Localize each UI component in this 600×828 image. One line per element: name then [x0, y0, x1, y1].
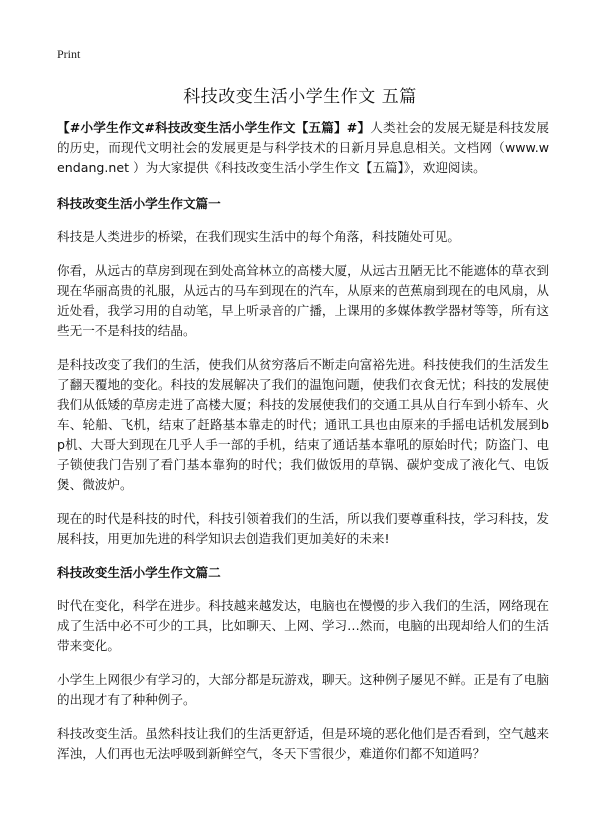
section-2-paragraph-2: 小学生上网很少有学习的，大部分都是玩游戏，聊天。这种例子屡见不鲜。正是有了电脑的出现才有了种种例子。 [57, 672, 549, 707]
section-heading-2: 科技改变生活小学生作文篇二 [57, 565, 221, 580]
print-label: Print [57, 47, 81, 61]
section-2-paragraph-1: 时代在变化，科学在进步。科技越来越发达，电脑也在慢慢的步入我们的生活，网络现在成了生活中必不可少的工具，比如聊天、上网、学习…然而，电脑的出现却给人们的生活带来变化。 [57, 598, 549, 653]
section-heading-1: 科技改变生活小学生作文篇一 [57, 196, 221, 211]
page-title: 科技改变生活小学生作文 五篇 [183, 87, 417, 107]
section-1-paragraph-2: 你看，从远古的草房到现在到处高耸林立的高楼大厦，从远古丑陋无比不能遮体的草衣到现在华丽高贵的礼服，从远古的马车到现在的汽车，从原来的芭蕉扇到现在的电风扇，从近处看，我学习用的自动笔，早上听录音的广播，上课用的多媒体教学器材等等，所有这些无一不是科技的结晶。 [57, 263, 549, 338]
section-2-paragraph-3: 科技改变生活。虽然科技让我们的生活更舒适，但是环境的恶化他们是否看到，空气越来浑浊，人们再也无法呼吸到新鲜空气，冬天下雪很少，难道你们都不知道吗？ [57, 726, 549, 761]
intro-text: 人类社会的发展无疑是科技发展的历史，而现代文明社会的发展更是与科学技术的日新月异息息相关。文档网（www.wendang.net ）为大家提供《科技改变生活小学生作文【五篇】》，欢迎阅读。 [57, 120, 549, 175]
intro-paragraph [57, 118, 549, 178]
intro-tags: 【#小学生作文#科技改变生活小学生作文【五篇】#】 [57, 120, 371, 135]
article-body [57, 118, 549, 778]
section-1-paragraph-4: 现在的时代是科技的时代，科技引领着我们的生活，所以我们要尊重科技，学习科技，发展科技，用更加先进的科学知识去创造我们更加美好的未来! [57, 511, 549, 546]
section-1-paragraph-1: 科技是人类进步的桥梁，在我们现实生活中的每个角落，科技随处可见。 [57, 229, 460, 244]
section-1-paragraph-3: 是科技改变了我们的生活，使我们从贫穷落后不断走向富裕先进。科技使我们的生活发生了翻天覆地的变化。科技的发展解决了我们的温饱问题，使我们衣食无忧；科技的发展使我们从低矮的草房走进了高楼大厦；科技的发展使我们的交通工具从自行车到小轿车、火车、轮船、飞机，结束了赶路基本靠走的时代；通讯工具也由原来的手摇电话机发展到bp机、大哥大到现在几乎人手一部的手机，结束了通话基本靠吼的原始时代；防盗门、电子锁使我门告别了看门基本靠狗的时代；我们做饭用的草锅、碳炉变成了液化气、电饭煲、微波炉。 [57, 357, 549, 492]
